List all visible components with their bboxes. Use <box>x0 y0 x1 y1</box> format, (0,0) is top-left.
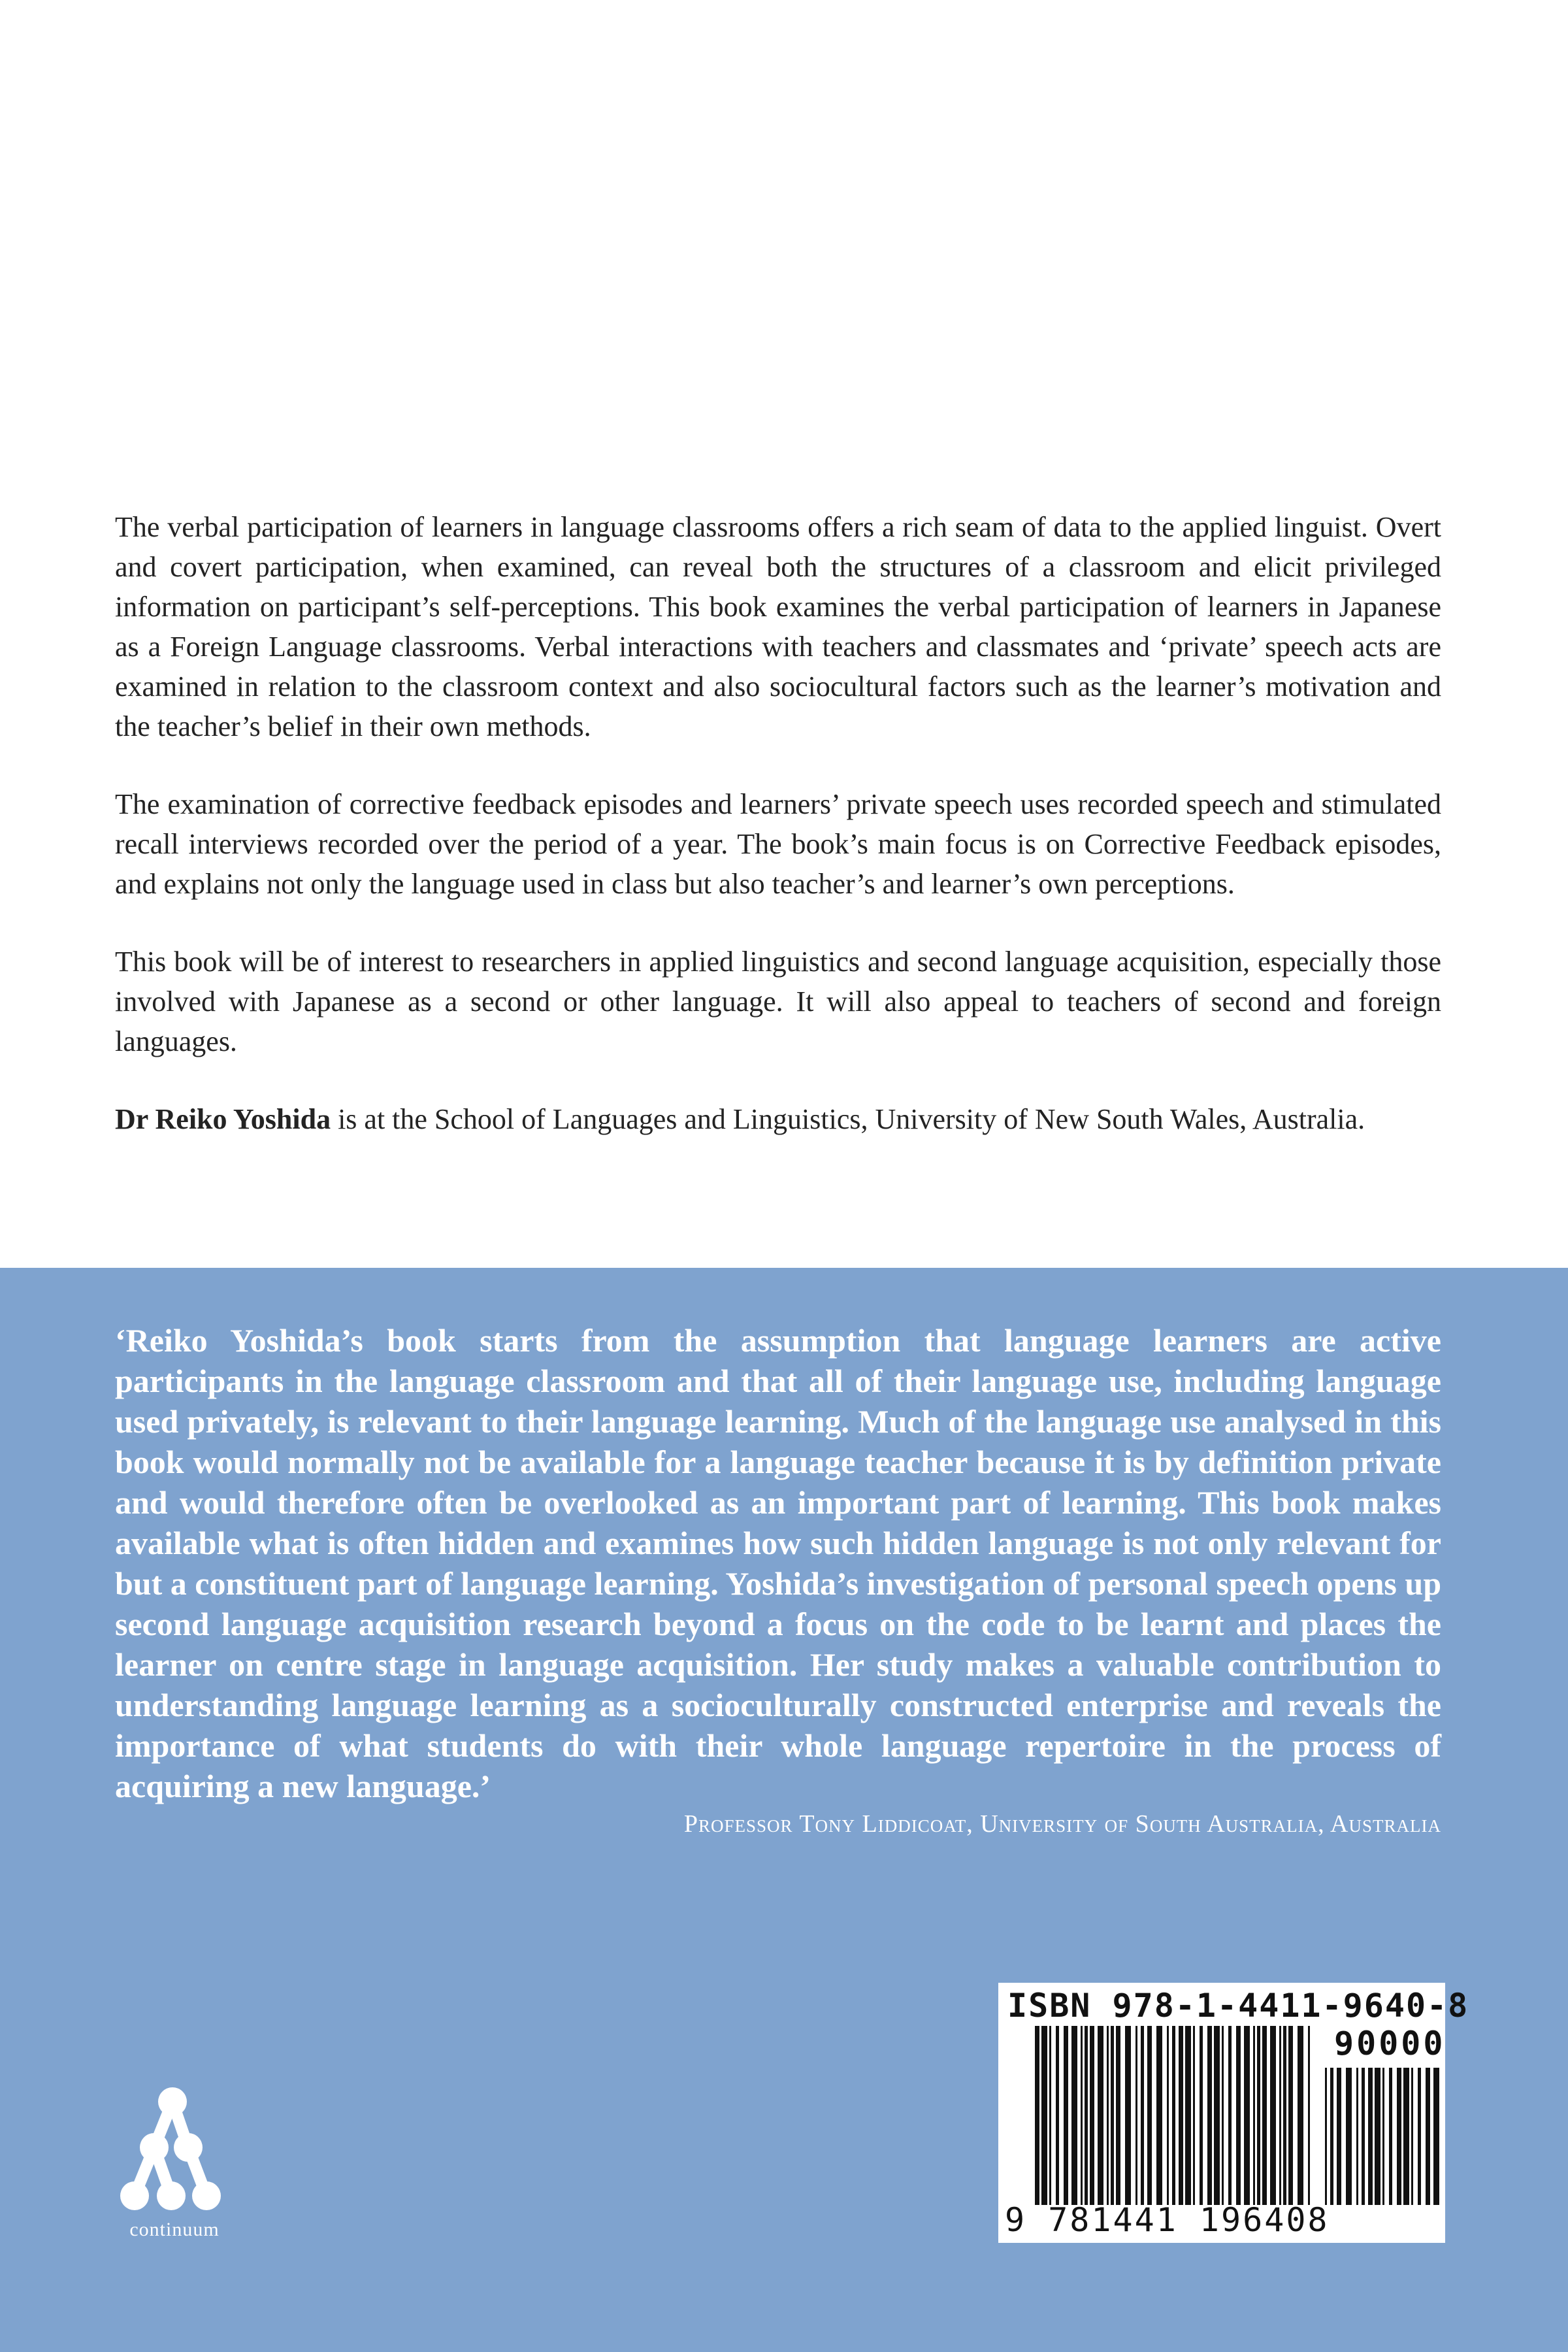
author-bio-text: is at the School of Languages and Linguistics, University of New South Wales, Australia. <box>331 1103 1365 1135</box>
barcode-bar <box>1179 2026 1183 2205</box>
isbn-label: ISBN 978-1-4411-9640-8 <box>1007 1987 1469 2025</box>
barcode-bar <box>1090 2026 1094 2205</box>
barcode-bar <box>1253 2026 1255 2205</box>
barcode-digits: 9 781441 196408 <box>1005 2201 1330 2239</box>
barcode-bar <box>1308 2026 1310 2205</box>
barcode-bar <box>1081 2026 1083 2205</box>
barcode-bar <box>1071 2026 1077 2205</box>
barcode-bar <box>1064 2026 1068 2205</box>
barcode-bar <box>1085 2026 1088 2205</box>
barcode-bar <box>1185 2026 1191 2205</box>
barcode-bar <box>1411 2068 1413 2205</box>
barcode-bar <box>1418 2068 1421 2205</box>
barcode-bar <box>1346 2068 1352 2205</box>
barcode-bar <box>1200 2026 1203 2205</box>
barcode-bar <box>1111 2026 1114 2205</box>
barcode-bar <box>1262 2026 1267 2205</box>
barcode-bar <box>1167 2026 1169 2205</box>
endorsement-attribution: Professor Tony Liddicoat, University of South Australia, Australia <box>683 1810 1441 1838</box>
barcode-bar <box>1382 2068 1384 2205</box>
barcode-bar <box>1222 2026 1224 2205</box>
barcode-bar <box>1193 2026 1195 2205</box>
endorsement-quote: ‘Reiko Yoshida’s book starts from the assumption that language learners are active participants in the language classroom and that all of their language use, including language used privately, is relevant to their language learning. Much of the language use analysed in this book would normally not be available for a language teacher because it is by definition private and would therefore often be overlooked as an important part of learning. This book makes available what is often hidden and examines how such hidden language is not only relevant for but a constituent part of language learning. Yoshida’s investigation of personal speech opens up second language acquisition research beyond a focus on the code to be learnt and places the learner on centre stage in language acquisition. Her study makes a valuable contribution to understanding language learning as a socioculturally constructed enterprise and reveals the importance of what students do with their whole language repertoire in the process of acquiring a new language.’ <box>115 1322 1441 1804</box>
author-name: Dr Reiko Yoshida <box>115 1103 331 1135</box>
barcode-bar <box>1049 2026 1051 2205</box>
barcode-bar <box>1125 2026 1131 2205</box>
barcode-bar <box>1156 2026 1162 2205</box>
barcode-bar <box>1288 2026 1293 2205</box>
barcode-bar <box>1056 2026 1059 2205</box>
barcode-bar <box>1207 2026 1212 2205</box>
author-bio <box>115 1099 1441 1139</box>
barcode-bar <box>1270 2026 1276 2205</box>
barcode-bar <box>1330 2068 1333 2205</box>
barcode-bar <box>1397 2068 1401 2205</box>
barcode-bar <box>1116 2026 1120 2205</box>
barcode-bar <box>1035 2026 1039 2205</box>
barcode-bar <box>1147 2026 1152 2205</box>
barcode-bar <box>1337 2068 1341 2205</box>
barcode-bar <box>1433 2068 1439 2205</box>
barcode-bar <box>1214 2026 1220 2205</box>
barcode-bar <box>1098 2026 1103 2205</box>
barcode-bar <box>1172 2026 1175 2205</box>
isbn-barcode <box>998 1983 1469 2243</box>
barcode-bar <box>1362 2068 1365 2205</box>
barcode-bar <box>1228 2026 1232 2205</box>
barcode-bar <box>1368 2068 1373 2205</box>
book-description <box>115 507 1441 1139</box>
publisher-name: continuum <box>129 2219 220 2240</box>
description-paragraph-2: The examination of corrective feedback episodes and learners’ private speech uses recorded speech and stimulated recall interviews recorded over the period of a year. The book’s main focus is on Corrective Feedback episodes, and explains not only the language used in class but also teacher’s and learner’s own perceptions. <box>115 788 1441 900</box>
barcode-bar <box>1279 2026 1281 2205</box>
barcode-bar <box>1426 2068 1430 2205</box>
barcode-bar <box>1403 2068 1409 2205</box>
barcode-bar <box>1236 2026 1241 2205</box>
barcode-bar <box>1389 2068 1392 2205</box>
barcode-bar <box>1257 2026 1260 2205</box>
barcode-bar <box>1244 2026 1250 2205</box>
barcode-bar <box>1041 2026 1047 2205</box>
barcode-bar <box>1135 2026 1137 2205</box>
description-paragraph-3: This book will be of interest to researchers in applied linguistics and second language acquisition, especially those involved with Japanese as a second or other language. It will also appeal to teachers of second and foreign languages. <box>115 946 1441 1057</box>
barcode-bar <box>1141 2026 1144 2205</box>
barcode-bar <box>1107 2026 1109 2205</box>
barcode-bar <box>1356 2068 1358 2205</box>
barcode-bar <box>1325 2068 1327 2205</box>
barcode-bar <box>1298 2026 1303 2205</box>
barcode-bar <box>1375 2068 1380 2205</box>
description-paragraph-1: The verbal participation of learners in language classrooms offers a rich seam of data to the applied linguist. Overt and covert participation, when examined, can reveal both the structures of a classroom and elicit privileged information on participant’s self-perceptions. This book examines the verbal participation of learners in Japanese as a Foreign Language classrooms. Verbal interactions with teachers and classmates and ‘private’ speech acts are examined in relation to the classroom context and also sociocultural factors such as the learner’s motivation and the teacher’s belief in their own methods. <box>115 511 1441 742</box>
barcode-bar <box>1283 2026 1286 2205</box>
barcode-addon-number: 90000 <box>1334 2025 1446 2062</box>
